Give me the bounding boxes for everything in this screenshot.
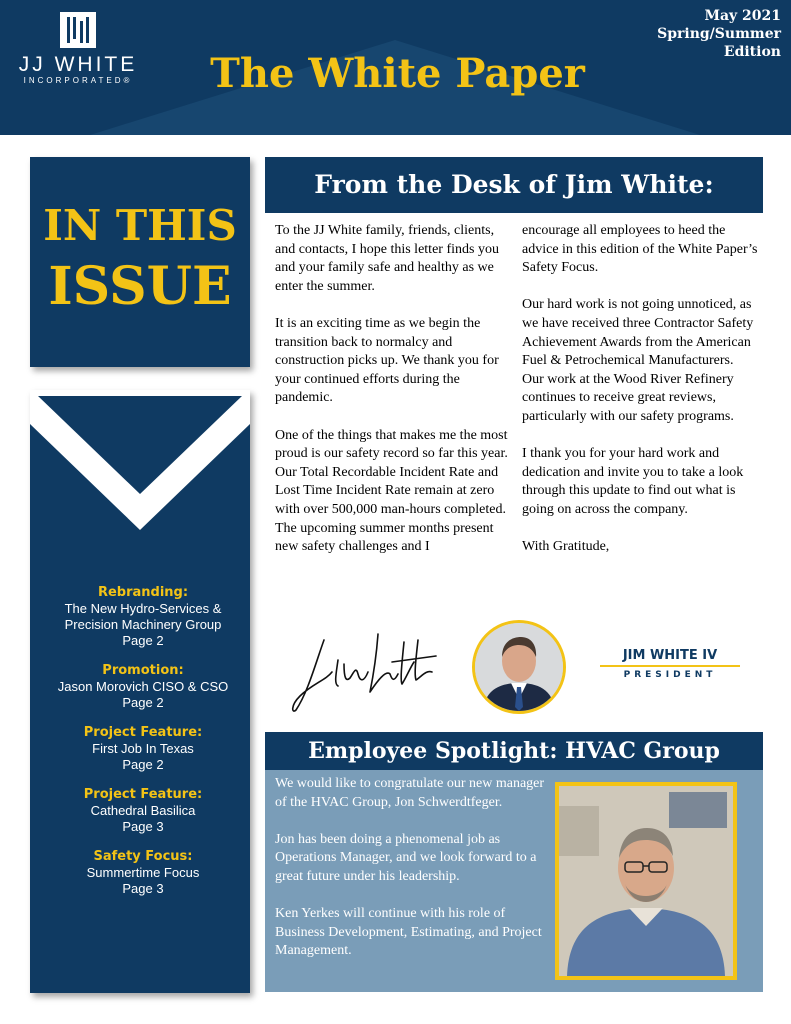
toc-category: Project Feature: (83, 725, 203, 740)
letter-paragraph: To the JJ White family, friends, clients, and contacts, I hope this letter finds you and your family safe and healthy as we enter the summer. (275, 223, 499, 294)
signer-title: PRESIDENT (623, 670, 717, 680)
spotlight-paragraph: We would like to congratulate our new manager of the HVAC Group, Jon Schwerdtfeger. (275, 776, 545, 810)
signature-graphic (286, 622, 446, 717)
person-portrait-icon (475, 623, 563, 711)
edition-season: Spring/Summer (657, 26, 781, 42)
issue-heading: ISSUE (48, 256, 232, 317)
letter-paragraph: It is an exciting time as we begin the transition back to normalcy and construction picks up. We thank you for your continued efforts during the pandemic. (275, 315, 499, 406)
spotlight-paragraph: Ken Yerkes will continue with his role of Business Development, Estimating, and Project Management. (275, 906, 542, 959)
letter-closing: With Gratitude, (522, 539, 610, 555)
toc-description: Jason Morovich CISO & CSO (57, 679, 229, 694)
toc-item (30, 584, 256, 649)
toc-description: First Job In Texas (92, 741, 194, 756)
logo-mark-icon (60, 12, 96, 48)
letter-paragraph: I thank you for your hard work and dedication and invite you to take a look through this update to find out what is going on across the company. (522, 446, 744, 517)
letter-paragraph: Our hard work is not going unnoticed, as we have received three Contractor Safety Achievement Awards from the American Fuel & Petrochemical Manufacturers. Our work at the Wood River Refinery continues to receive great reviews, particularly with our safety programs. (522, 297, 754, 424)
toc-category: Promotion: (102, 663, 184, 678)
spotlight-text (275, 775, 545, 980)
employee-photo (555, 782, 737, 980)
toc-description: Cathedral Basilica (90, 803, 196, 818)
jim-white-portrait (472, 620, 566, 714)
toc-category: Rebranding: (97, 585, 189, 600)
spotlight-paragraph: Jon has been doing a phenomenal job as Operations Manager, and we look forward to a great future under his leadership. (275, 831, 537, 884)
edition-info (657, 7, 781, 61)
toc-page: Page 3 (122, 881, 164, 896)
toc-category: Project Feature: (83, 787, 203, 802)
toc-item (30, 662, 256, 711)
toc-page: Page 2 (122, 695, 164, 710)
logo-subtitle: INCORPORATED® (23, 76, 133, 85)
logo-name: JJ WHITE (18, 53, 138, 76)
spotlight-heading: Employee Spotlight: HVAC Group (265, 732, 763, 770)
toc-list (30, 584, 256, 910)
edition-label: Edition (723, 44, 781, 60)
chevron-down-icon (30, 390, 250, 590)
toc-category: Safety Focus: (93, 849, 193, 864)
desk-heading: From the Desk of Jim White: (265, 157, 763, 213)
table-of-contents-panel (30, 390, 250, 993)
toc-item (30, 848, 256, 897)
toc-description: Summertime Focus (86, 865, 200, 880)
desk-letter-column-2 (522, 222, 758, 575)
in-this-heading: IN THIS (43, 201, 237, 250)
desk-letter-column-1 (275, 222, 511, 575)
toc-item (30, 724, 256, 773)
company-logo (18, 12, 138, 86)
masthead (0, 0, 791, 135)
person-portrait-icon (559, 786, 733, 976)
edition-date: May 2021 (704, 8, 781, 24)
toc-page: Page 2 (122, 757, 164, 772)
newsletter-title: The White Paper (210, 50, 585, 97)
toc-page: Page 2 (122, 633, 164, 648)
toc-description: The New Hydro-Services & Precision Machinery Group (64, 601, 222, 632)
toc-page: Page 3 (122, 819, 164, 834)
toc-item (30, 786, 256, 835)
letter-paragraph: encourage all employees to heed the advice in this edition of the White Paper’s Safety Focus. (522, 223, 758, 276)
letter-paragraph: One of the things that makes me the most proud is our safety record so far this year. Our Total Recordable Incident Rate and Lost Time Incident Rate remain at zero with over 500,000 man-hours completed. The upcoming summer months present new safety challenges and I (275, 427, 508, 555)
signer-divider (600, 665, 740, 667)
in-this-issue-box (30, 157, 250, 367)
signer-name: JIM WHITE IV (622, 648, 718, 663)
